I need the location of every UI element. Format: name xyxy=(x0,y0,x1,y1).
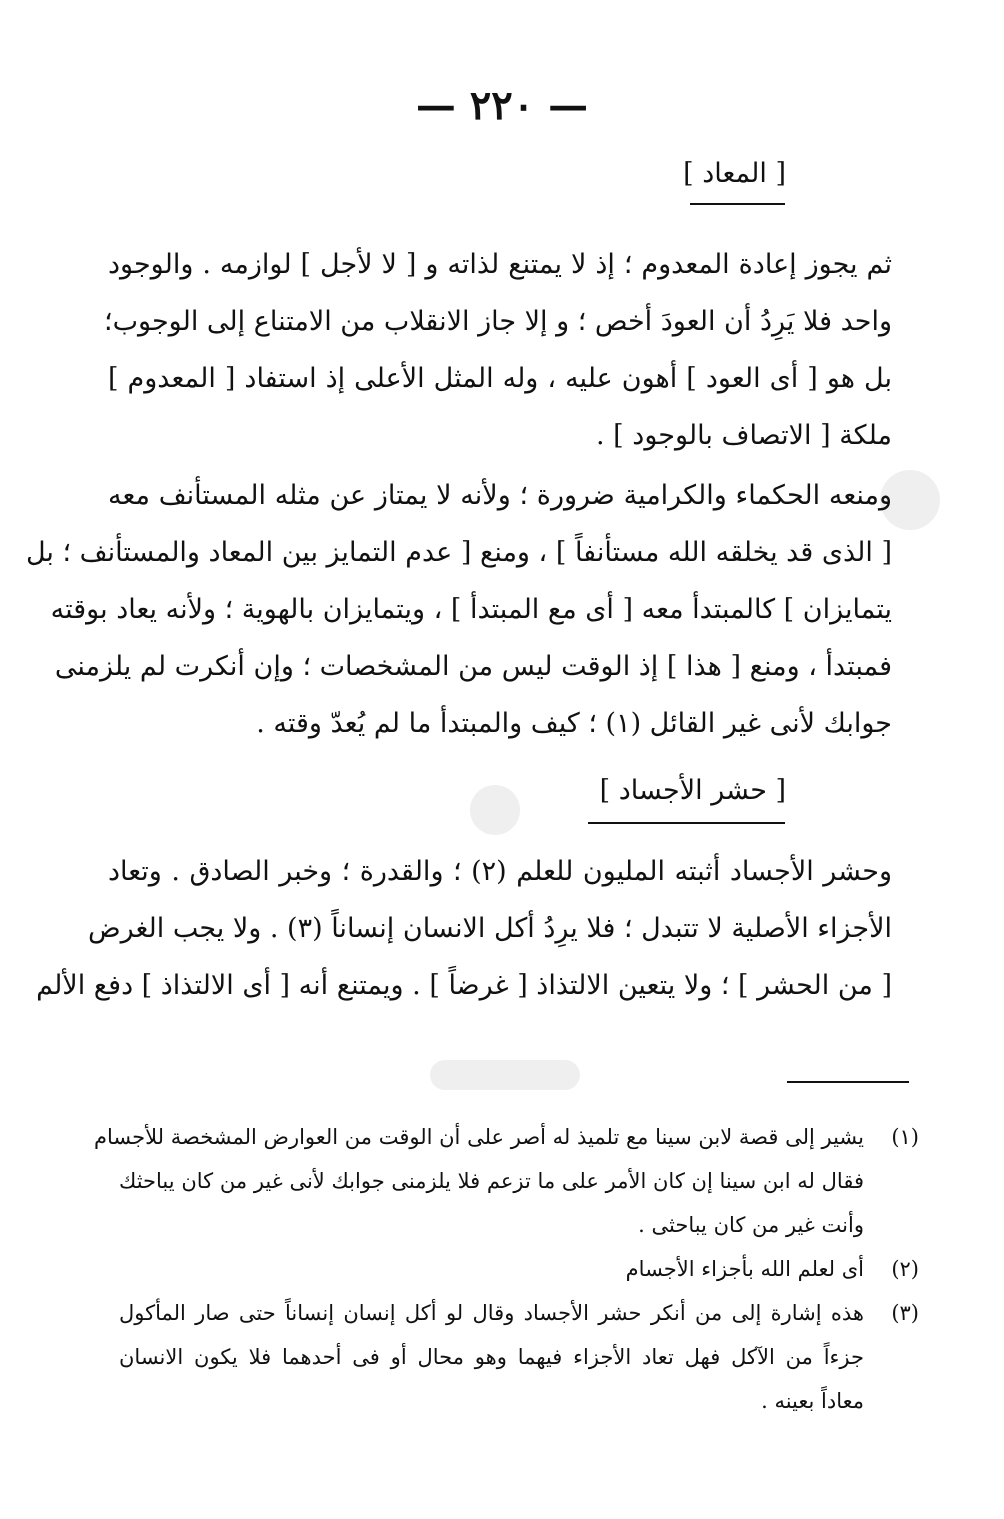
text-line: ثم يجوز إعادة المعدوم ؛ إذ لا يمتنع لذاته و [ لا لأجل ] لوازمه . والوجود xyxy=(108,249,892,280)
footnote-separator xyxy=(787,1081,909,1083)
footnote-line: هذه إشارة إلى من أنكر حشر الأجساد وقال لو أكل إنسان إنساناً حتى صار المأكول xyxy=(119,1301,864,1325)
section-heading-maad: [ المعاد ] xyxy=(683,158,786,189)
footnote-1 xyxy=(94,1115,919,1247)
text-line: فمبتدأ ، ومنع [ هذا ] إذ الوقت ليس من المشخصات ؛ وإن أنكرت لم يلزمنى xyxy=(54,651,892,682)
paper-smudge xyxy=(430,1060,580,1090)
heading-underline xyxy=(588,822,785,824)
text-line: جوابك لأنى غير القائل (١) ؛ كيف والمبتدأ ما لم يُعدّ وقته . xyxy=(256,708,892,739)
footnote-line: معاداً بعينه . xyxy=(761,1389,864,1413)
text-line: بل هو [ أى العود ] أهون عليه ، وله المثل الأعلى إذ استفاد [ المعدوم ] xyxy=(108,363,892,394)
paragraph xyxy=(25,467,892,752)
heading-underline xyxy=(690,203,785,205)
footnote-number: (٢) xyxy=(891,1257,919,1281)
footnote-line: أى لعلم الله بأجزاء الأجسام xyxy=(625,1257,864,1281)
text-line: [ الذى قد يخلقه الله مستأنفاً ] ، ومنع [ عدم التمايز بين المعاد والمستأنف ؛ بل xyxy=(25,537,892,568)
footnote-line: جزءاً من الآكل فهل تعاد الأجزاء فيهما وهو محال أو فى أحدهما فلا يكون الانسان xyxy=(119,1345,864,1369)
paragraph xyxy=(36,843,893,1014)
paragraph xyxy=(104,236,892,464)
footnote-number: (١) xyxy=(891,1125,919,1149)
footnote-2 xyxy=(119,1247,919,1291)
footnote-line: يشير إلى قصة لابن سينا مع تلميذ له أصر على أن الوقت من العوارض المشخصة للأجسام xyxy=(94,1125,864,1149)
footnote-line: وأنت غير من كان يباحثى . xyxy=(638,1213,864,1237)
page-number: — ٢٢٠ — xyxy=(415,82,589,129)
text-line: يتمايزان ] كالمبتدأ معه [ أى مع المبتدأ ] ، ويتمايزان بالهوية ؛ ولأنه يعاد بوقته xyxy=(50,594,892,625)
text-line: [ من الحشر ] ؛ ولا يتعين الالتذاذ [ غرضاً ] . ويمتنع أنه [ أى الالتذاذ ] دفع الألم xyxy=(36,970,892,1001)
text-line: الأجزاء الأصلية لا تتبدل ؛ فلا يرِدُ أكل الانسان إنساناً (٣) . ولا يجب الغرض xyxy=(87,913,892,944)
footnote-line: فقال له ابن سينا إن كان الأمر على ما تزعم فلا يلزمنى جوابك لأنى غير من كان يباحثك xyxy=(119,1169,864,1193)
footnote-3 xyxy=(119,1291,919,1423)
section-heading-hashr-al-ajsad: [ حشر الأجساد ] xyxy=(599,775,786,806)
text-line: واحد فلا يَرِدُ أن العودَ أخص ؛ و إلا جاز الانقلاب من الامتناع إلى الوجوب؛ xyxy=(104,306,892,337)
text-line: ملكة [ الاتصاف بالوجود ] . xyxy=(596,420,892,451)
footnotes xyxy=(94,1115,919,1423)
paper-smudge xyxy=(470,785,520,835)
text-line: ومنعه الحكماء والكرامية ضرورة ؛ ولأنه لا يمتاز عن مثله المستأنف معه xyxy=(108,480,892,511)
footnote-number: (٣) xyxy=(891,1301,919,1325)
text-line: وحشر الأجساد أثبته المليون للعلم (٢) ؛ والقدرة ؛ وخبر الصادق . وتعاد xyxy=(108,856,893,887)
